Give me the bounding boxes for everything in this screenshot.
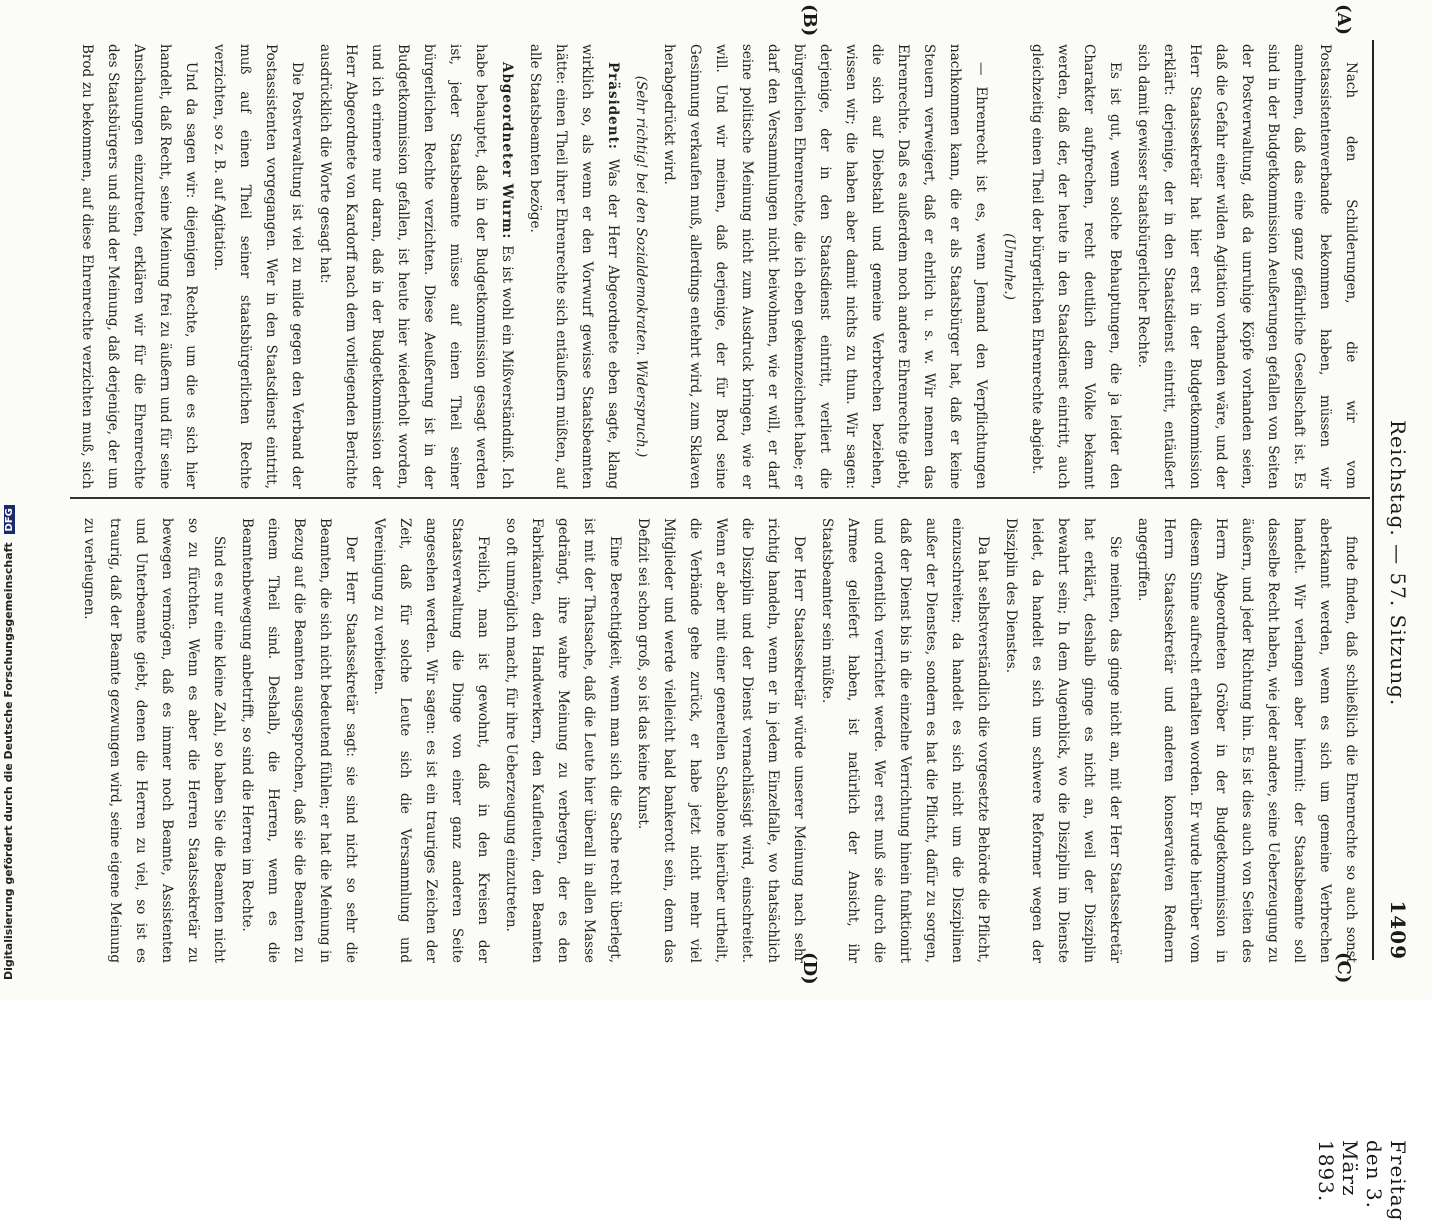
right-column xyxy=(74,518,1364,963)
page-number: 1409 xyxy=(1386,900,1410,960)
column-divider xyxy=(70,497,1370,499)
header-right: Freitag den 3. März 1893. xyxy=(1314,1140,1410,1221)
margin-mark-a: (A) xyxy=(1333,4,1354,35)
speaker-name: Abgeordneter Wurm: xyxy=(499,62,515,246)
text-paragraph: finde finden, daß schließlich die Ehrenrechte so auch sonst aberkannt werden, wenn es sich um gemeine Verbrechen handelt. Wir verlangen aber hiermit: der Staatsbeamte soll dasselbe Recht haben, wie jeder andere, seine Ueberzeugung zu äußern, und jeder Richtung hin. Es ist dies auch von Seiten des Herrn Abgeordneten Gröber in der Budgetkommission in diesem Sinne aufrecht erhalten worden. Er wurde hierüber vom Herrn Staatssekretär und anderen konservativen Rednern angegriffen. xyxy=(1135,518,1359,963)
text-paragraph: Da hat selbstverständlich die vorgesetzte Behörde die Pflicht, einzuschreiten; da handelt es sich nicht um die Disziplinen außer der Dienstes, sondern es hat die Pflicht, dafür zu sorgen, daß der Dienst bis in die einzelne Verrichtung hinein funktionirt und ordentlich verrichtet werde. Wer erst muß sie durch die Armee geliefert haben, ist natürlich der Ansicht, ihr Staatsbeamter sein müßte. xyxy=(819,518,991,963)
text-paragraph: Und da sagen wir: diejenigen Rechte, um die es sich hier handelt, daß Recht, seine Meinung frei zu äußern und für seine Anschauungen einzutreten, erklären wir für die Ehrenrechte des Staatsbürgers und sind der Meinung, daß derjenige, der um Brod zu bekommen, auf diese Ehrenrechte verzichten muß, sich xyxy=(79,44,199,489)
text-paragraph: Freilich, man ist gewohnt, daß in den Kreisen der Staatsverwaltung die Dinge von einer ganz anderen Seite angesehen werden. Wir sagen: es ist ein trauriges Zeichen der Zeit, daß für solche Leute sich die Versammlung und Vereinigung zu verbieten. xyxy=(371,518,491,963)
margin-mark-c: (C) xyxy=(1333,952,1354,984)
dfg-text: Digitalisierung gefördert durch die Deutsche Forschungsgemeinschaft xyxy=(2,542,15,980)
text-paragraph: Nach den Schilderungen, die wir vom Postassistentenverbande bekommen haben, müssen wir annehmen, daß das eine ganz gefährliche Gesellschaft ist. Es sind in der Budgetkommission Aeußerungen gefallen von Seiten der Postverwaltung, daß da unruhige Köpfe vorhanden seien, daß die Gefahr einer wilden Agitation vorhanden wäre, und der Herr Staatssekretär hat hier erst in der Budgetkommission erklärt: derjenige, der in den Staatsdienst eintritt, entäußert sich damit gewisser staatsbürgerlicher Rechte. xyxy=(1135,44,1359,489)
text-paragraph: — Ehrenrecht ist es, wenn Jemand den Verpflichtungen nachkommen kann, die er als Staatsbürger hat, daß er keine Steuern verweigert, daß er ehrlich u. s. w. Wir nennen das Ehrenrechte. Daß es außerdem noch andere Ehrenrechte giebt, die sich auf Diebstahl und gemeine Verbrechen beziehen, wissen wir; die haben aber damit nichts zu thun. Wir sagen: derjenige, der in den Staatsdienst eintritt, verliert die bürgerlichen Ehrenrechte, die ich eben gekennzeichnet habe; er darf den Versammlungen nicht beiwohnen, wie er will, er darf seine politische Meinung nicht zum Ausdruck bringen, wie er will. Und wir meinen, daß derjenige, der für Brod seine Gesinnung verkaufen muß, allerdings entehrt wird, zum Sklaven herabgedrückt wird. xyxy=(661,44,989,489)
stage-direction: (Sehr richtig! bei den Sozialdemokraten. Widerspruch.) xyxy=(633,75,649,458)
text-paragraph: Es ist gut, wenn solche Behauptungen, die ja leider den Charakter aufprechen, recht deutlich dem Volke bekannt werden, daß der, der heute in den Staatsdienst eintritt, auch gleichzeitig einen Theil der bürgerlichen Ehrenrechte abgiebt. xyxy=(1029,44,1123,489)
margin-mark-b: (B) xyxy=(799,4,820,37)
page-header xyxy=(1314,40,1416,1221)
text-paragraph: Der Herr Staatssekretär würde unserer Meinung nach sehr richtig handeln, wenn er in jedem Einzelfalle, wo thatsächlich die Disziplin und der Dienst vernachlässigt wird, einschreitet. Wenn er aber mit einer generellen Schablone hierüber urtheilt, die Verbände gehe zurück, er habe jetzt nicht mehr viel Mitglieder und werde vielleicht bald bankerott sein, denn das Defizit sei schon groß, so ist das keine Kunst. xyxy=(635,518,807,963)
text-paragraph: Sind es nur eine kleine Zahl, so haben Sie die Beamten nicht so zu fürchten. Wenn es aber die Herren Staatssekretär zu bewegen vermögen, daß es immer noch Beamte, Assistenten und Unterbeamte giebt, denen die Herren zu viel, so ist es traurig, daß der Beamte gezwungen wird, seine eigene Meinung zu verleugnen. xyxy=(81,518,227,963)
left-column xyxy=(74,44,1364,489)
dfg-digitization-line xyxy=(2,505,15,980)
dfg-logo-icon: DFG xyxy=(4,505,15,534)
margin-mark-d: (D) xyxy=(799,952,820,985)
header-rule xyxy=(1372,40,1374,960)
header-left: Reichstag. — 57. Sitzung. xyxy=(1386,420,1410,707)
speaker-name: Präsident: xyxy=(605,62,621,159)
speech-paragraph: Abgeordneter Wurm: Es ist wohl ein Mißverständniß. Ich habe behauptet, daß in der Budgetkommission gesagt werden ist, jeder Staatsbeamte müsse auf einen Theil seiner bürgerlichen Rechte verzichten. Diese Aeußerung ist in der Budgetkommission gefallen, ist heute hier wiederholt worden, und ich erinnere nur daran, daß in der Budgetkommission der Herr Abgeordnete von Kardorff nach dem vorliegenden Berichte ausdrücklich die Worte gesagt hat: xyxy=(317,44,515,489)
text-paragraph: Sie meinten, das ginge nicht an, mit der Herr Staatssekretär hat erklärt, deshalb ginge es nicht an, weil der Disziplin bewahrt sein; In dem Augenblick, wo die Disziplin im Dienste leidet, da handelt es sich um schwere Reformer wegen der Disziplin des Dienstes. xyxy=(1003,518,1123,963)
text-paragraph: Der Herr Staatssekretär sagt: sie sind nicht so sehr die Beamten, die sich nicht bedeutend fühlen; er hat die Meinung in Bezug auf die Beamten ausgesprochen, daß sie die Beamten zu einem Theil sind. Deshalb, die Herren, wenn es die Beamtenbewegung anbetrifft, so sind die Herren im Rechte. xyxy=(239,518,359,963)
text-paragraph: Die Postverwaltung ist viel zu milde gegen den Verband der Postassistenten vorgegangen. Wer in den Staatsdienst eintritt, muß auf einen Theil seiner staatsbürgerlichen Rechte verzichten, so z. B. auf Agitation. xyxy=(211,44,305,489)
stage-direction: (Unruhe.) xyxy=(1001,233,1017,300)
speech-paragraph: Präsident: Was der Herr Abgeordnete eben sagte, klang wirklich so, als wenn er den Vorwurf gewisse Staatsbeamten hätte: einen Theil ihrer Ehrenrechte sich entäußern müßten, auf alle Staatsbeamten bezöge. xyxy=(527,44,621,489)
text-paragraph: Eine Berechtigkeit, wenn man sich die Sache recht überlegt, ist mit der Thatsache, daß die Leute hier überall in allen Masse gedrängt, ihre wahre Meinung zu verbergen, der es den Fabrikanten, den Handwerkern, den Kaufleuten, den Beamten so oft unmöglich macht, für ihre Ueberzeugung einzutreten. xyxy=(503,518,623,963)
